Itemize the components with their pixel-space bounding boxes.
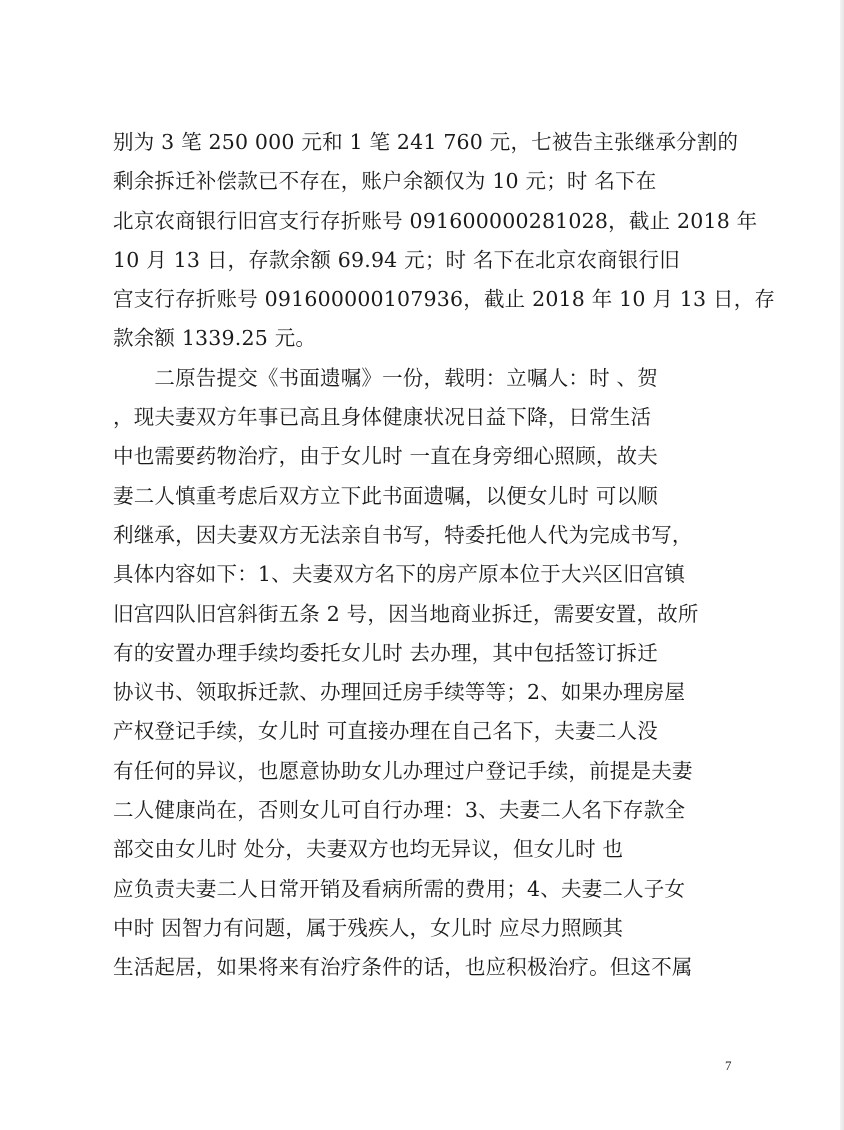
text-line: 有任何的异议，也愿意协助女儿办理过户登记手续，前提是夫妻	[113, 758, 693, 783]
text-line: 北京农商银行旧宫支行存折账号 091600000281028，截止 2018 年	[113, 208, 758, 233]
text-line: 具体内容如下：1、夫妻双方名下的房产原本位于大兴区旧宫镇	[113, 562, 686, 587]
text-line: 生活起居，如果将来有治疗条件的话，也应积极治疗。但这不属	[113, 955, 693, 980]
text-line: ，现夫妻双方年事已高且身体健康状况日益下降，日常生活	[113, 405, 652, 430]
text-line: 旧宫四队旧宫斜街五条 2 号，因当地商业拆迁，需要安置，故所	[113, 601, 699, 626]
text-line: 二原告提交《书面遗嘱》一份，载明：立嘱人：时 、贺	[113, 365, 658, 390]
text-line: 应负责夫妻二人日常开销及看病所需的费用；4、夫妻二人子女	[113, 876, 686, 901]
text-line: 别为 3 笔 250 000 元和 1 笔 241 760 元，七被告主张继承分割的	[113, 130, 739, 154]
text-line: 产权登记手续，女儿时 可直接办理在自己名下，夫妻二人没	[113, 719, 658, 744]
text-line: 协议书、领取拆迁款、办理回迁房手续等等；2、如果办理房屋	[113, 680, 686, 705]
text-line: 中也需要药物治疗，由于女儿时 一直在身旁细心照顾，故夫	[113, 444, 658, 469]
document-body	[113, 123, 776, 988]
text-line: 妻二人慎重考虑后双方立下此书面遗嘱，以便女儿时 可以顺	[113, 483, 658, 508]
text-line: 款余额 1339.25 元。	[113, 326, 317, 351]
text-line: 剩余拆迁补偿款已不存在，账户余额仅为 10 元；时 名下在	[113, 169, 657, 194]
text-line: 10 月 13 日，存款余额 69.94 元；时 名下在北京农商银行旧	[113, 247, 680, 272]
text-line: 二人健康尚在，否则女儿可自行办理：3、夫妻二人名下存款全	[113, 798, 686, 823]
page-number: 7	[725, 1058, 732, 1073]
text-line: 部交由女儿时 处分，夫妻双方也均无异议，但女儿时 也	[113, 837, 624, 862]
text-line: 中时 因智力有问题，属于残疾人，女儿时 应尽力照顾其	[113, 915, 624, 940]
text-line: 宫支行存折账号 091600000107936，截止 2018 年 10 月 13 日，存	[113, 287, 776, 312]
text-line: 有的安置办理手续均委托女儿时 去办理，其中包括签订拆迁	[113, 640, 658, 665]
text-line: 利继承，因夫妻双方无法亲自书写，特委托他人代为完成书写，	[113, 522, 693, 547]
